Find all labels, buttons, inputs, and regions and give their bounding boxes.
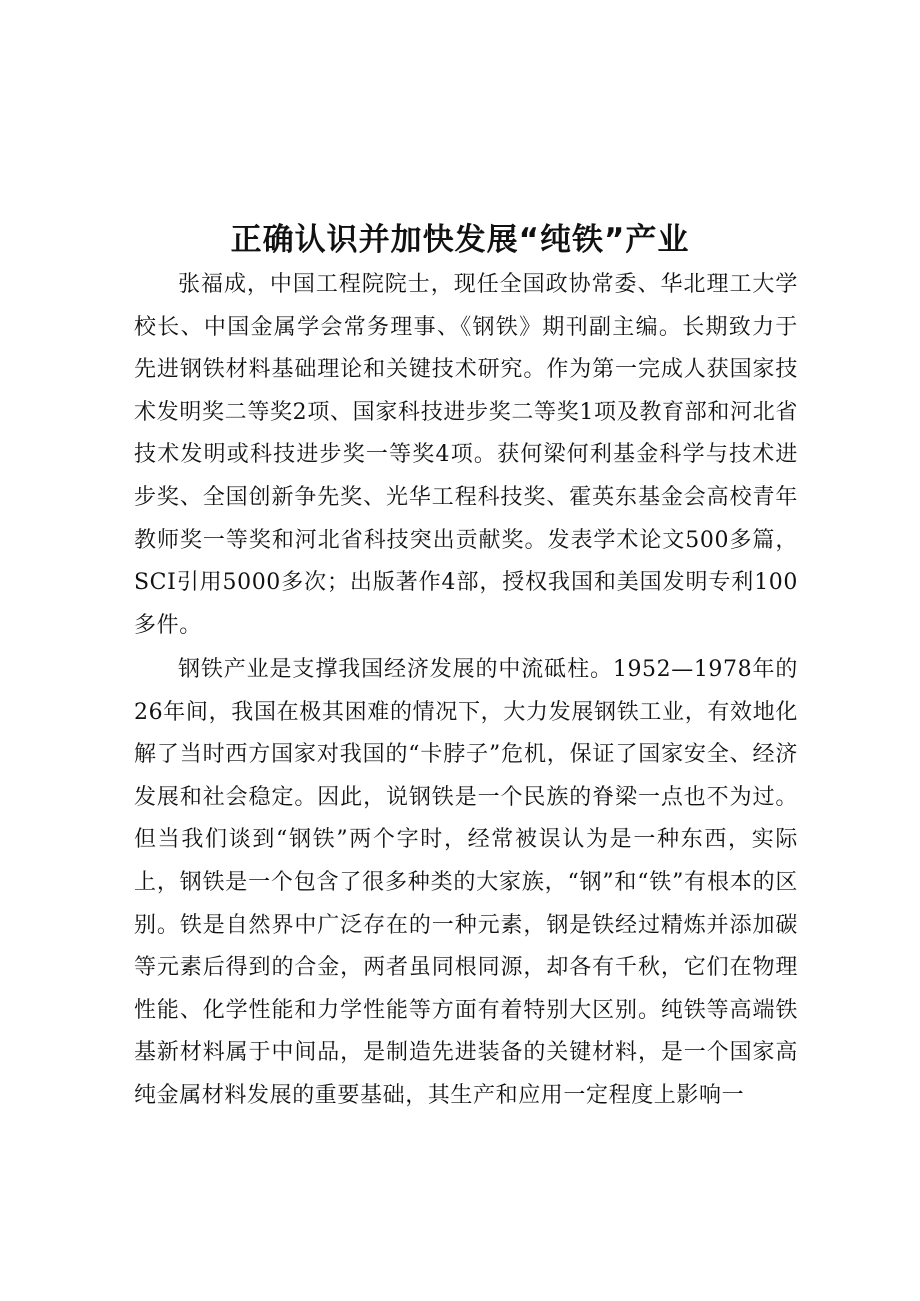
- article-title: 正确认识并加快发展“纯铁”产业: [230, 222, 690, 258]
- body-paragraph: 钢铁产业是支撑我国经济发展的中流砥柱。1952—1978年的26年间，我国在极其困难的情况下，大力发展钢铁工业，有效地化解了当时西方国家对我国的“卡脖子”危机，保证了国家安全、经济发展和社会稳定。因此，说钢铁是一个民族的脊梁一点也不为过。但当我们谈到“钢铁”两个字时，经常被误认为是一种东西，实际上，钢铁是一个包含了很多种类的大家族，“钢”和“铁”有根本的区别。铁是自然界中广泛存在的一种元素，钢是铁经过精炼并添加碳等元素后得到的合金，两者虽同根同源，却各有千秋，它们在物理性能、化学性能和力学性能等方面有着特别大区别。纯铁等高端铁基新材料属于中间品，是制造先进装备的关键材料，是一个国家高纯金属材料发展的重要基础，其生产和应用一定程度上影响一: [134, 657, 798, 1108]
- author-bio-paragraph: 张福成，中国工程院院士，现任全国政协常委、华北理工大学校长、中国金属学会常务理事、《钢铁》期刊副主编。长期致力于先进钢铁材料基础理论和关键技术研究。作为第一完成人获国家技术发明奖二等奖2项、国家科技进步奖二等奖1项及教育部和河北省技术发明或科技进步奖一等奖4项。获何梁何利基金科学与技术进步奖、全国创新争先奖、光华工程科技奖、霍英东基金会高校青年教师奖一等奖和河北省科技突出贡献奖。发表学术论文500多篇，SCI引用5000多次；出版著作4部，授权我国和美国发明专利100多件。: [134, 272, 798, 638]
